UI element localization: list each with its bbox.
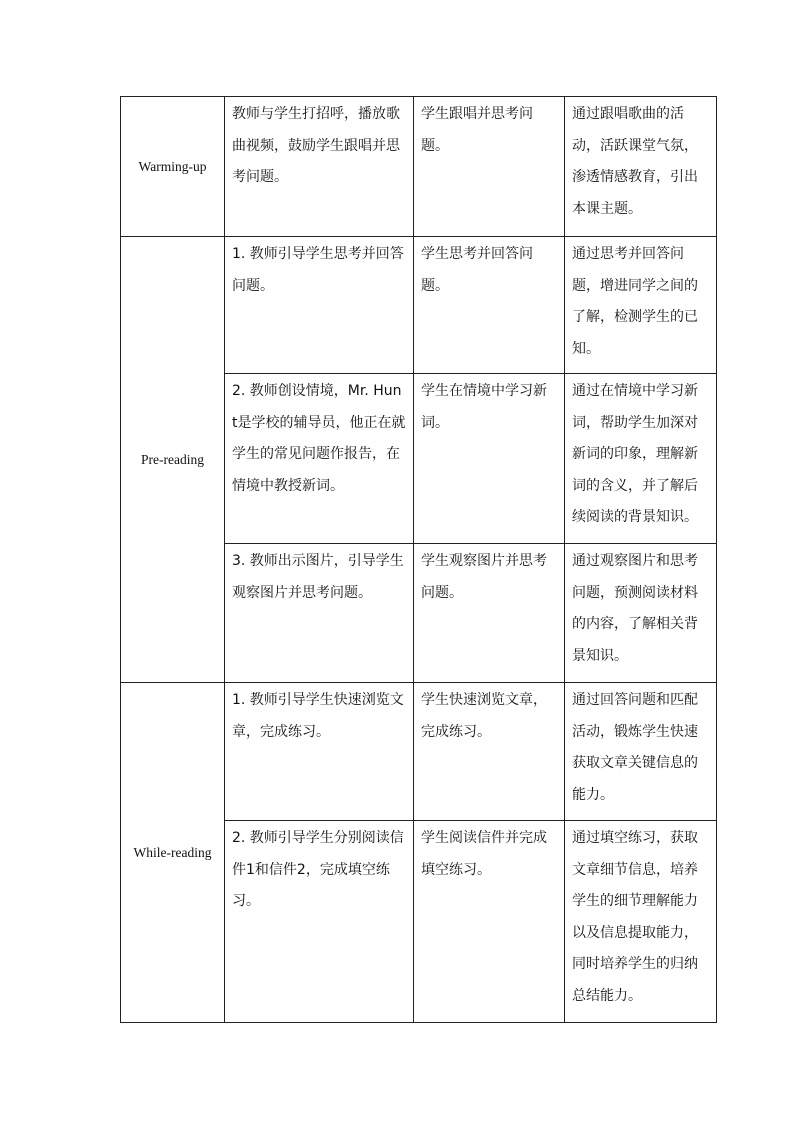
purpose-cell: 通过观察图片和思考问题，预测阅读材料的内容，了解相关背景知识。 (565, 544, 717, 683)
student-activity-cell: 学生快速浏览文章，完成练习。 (414, 683, 565, 821)
teacher-activity-cell: 1. 教师引导学生快速浏览文章，完成练习。 (225, 683, 414, 821)
student-activity-cell: 学生跟唱并思考问题。 (414, 97, 565, 237)
teacher-activity-cell: 1. 教师引导学生思考并回答问题。 (225, 237, 414, 374)
purpose-cell: 通过思考并回答问题，增进同学之间的了解，检测学生的已知。 (565, 237, 717, 374)
teacher-activity-cell: 教师与学生打招呼，播放歌曲视频，鼓励学生跟唱并思考问题。 (225, 97, 414, 237)
stage-cell: Pre-reading (121, 237, 225, 683)
table-row (121, 97, 717, 237)
table-row (121, 237, 717, 374)
stage-cell: Warming-up (121, 97, 225, 237)
purpose-cell: 通过在情境中学习新词，帮助学生加深对新词的印象，理解新词的含义，并了解后续阅读的背景知识。 (565, 374, 717, 544)
student-activity-cell: 学生在情境中学习新词。 (414, 374, 565, 544)
purpose-cell: 通过回答问题和匹配活动，锻炼学生快速获取文章关键信息的能力。 (565, 683, 717, 821)
table-row (121, 683, 717, 821)
purpose-cell: 通过跟唱歌曲的活动，活跃课堂气氛，渗透情感教育，引出本课主题。 (565, 97, 717, 237)
teacher-activity-cell: 2. 教师创设情境，Mr. Hunt是学校的辅导员，他正在就学生的常见问题作报告，在情境中教授新词。 (225, 374, 414, 544)
student-activity-cell: 学生观察图片并思考问题。 (414, 544, 565, 683)
student-activity-cell: 学生思考并回答问题。 (414, 237, 565, 374)
student-activity-cell: 学生阅读信件并完成填空练习。 (414, 821, 565, 1023)
teacher-activity-cell: 3. 教师出示图片，引导学生观察图片并思考问题。 (225, 544, 414, 683)
stage-cell: While-reading (121, 683, 225, 1023)
lesson-plan-table (120, 96, 717, 1023)
teacher-activity-cell: 2. 教师引导学生分别阅读信件1和信件2，完成填空练习。 (225, 821, 414, 1023)
purpose-cell: 通过填空练习，获取文章细节信息，培养学生的细节理解能力以及信息提取能力，同时培养学生的归纳总结能力。 (565, 821, 717, 1023)
